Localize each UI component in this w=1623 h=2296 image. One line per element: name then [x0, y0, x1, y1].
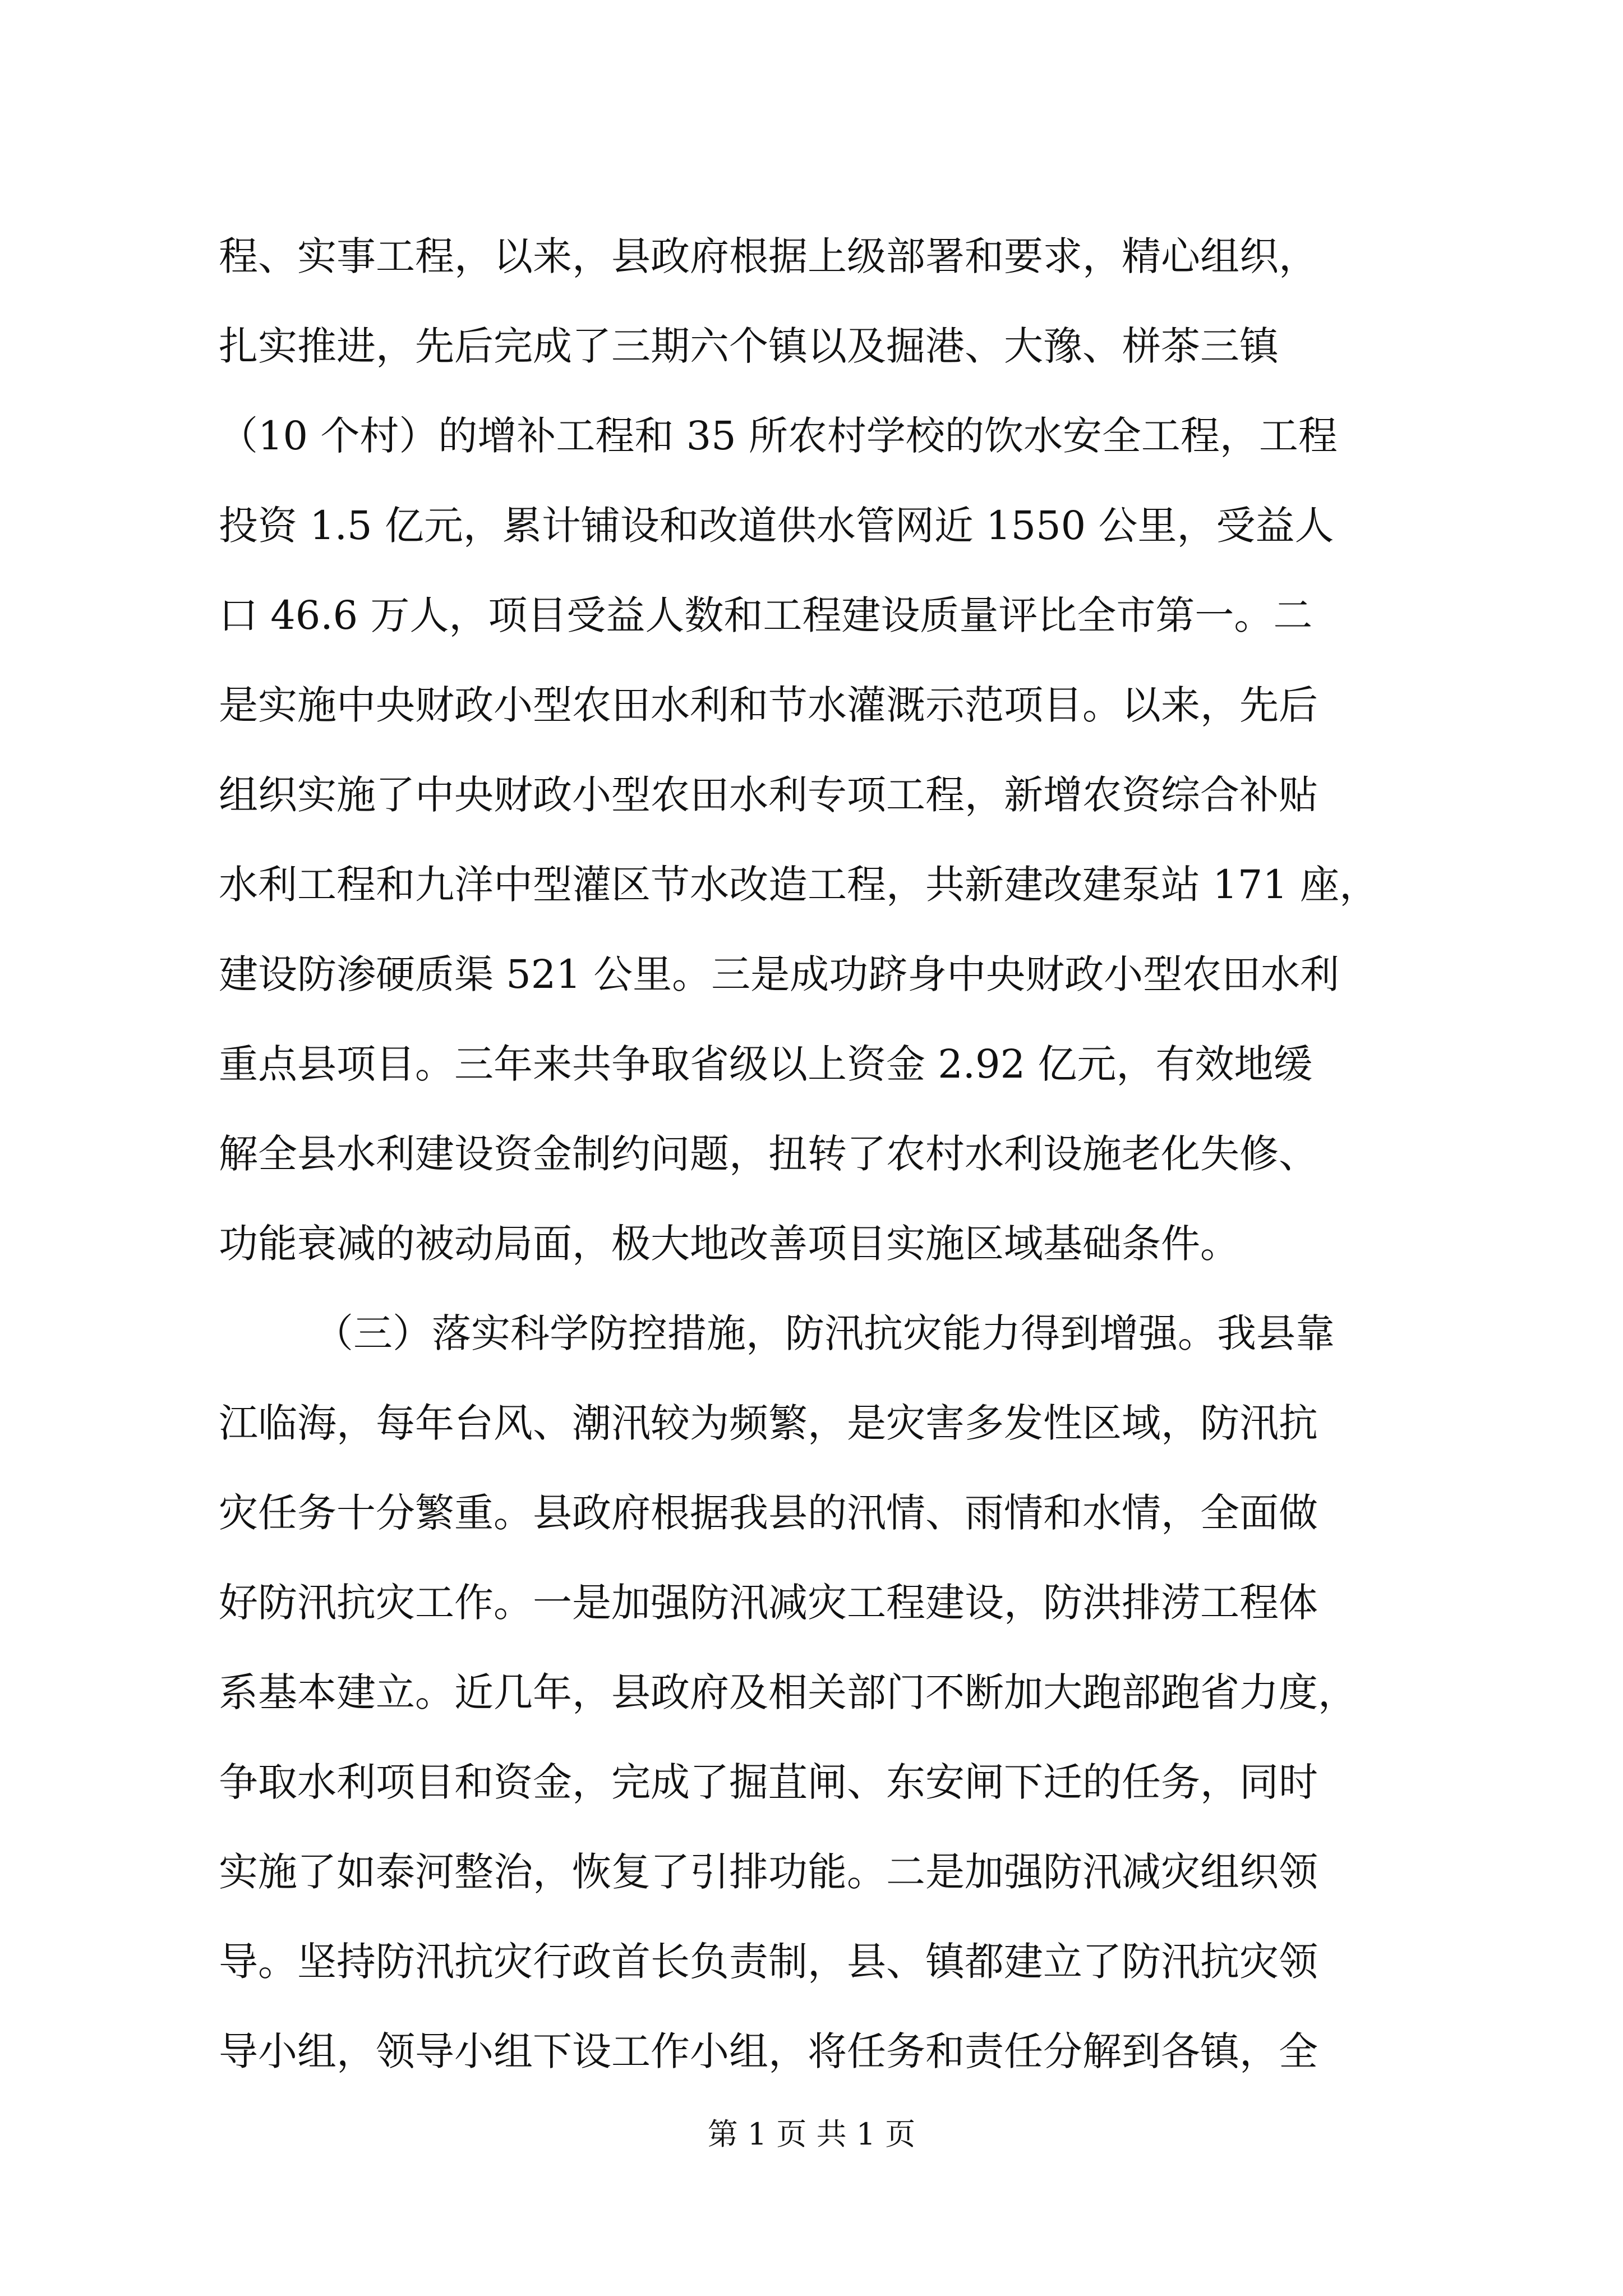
page-footer: 第 1 页 共 1 页 — [707, 2116, 916, 2152]
body-text-line: 好防汛抗灾工作。一是加强防汛减灾工程建设，防洪排涝工程体 — [219, 1580, 1318, 1626]
body-text-line: 重点县项目。三年来共争取省级以上资金 2.92 亿元，有效地缓 — [219, 1041, 1313, 1087]
body-text-line: 投资 1.5 亿元，累计铺设和改道供水管网近 1550 公里，受益人 — [219, 503, 1334, 549]
body-text-line: 导。坚持防汛抗灾行政首长负责制，县、镇都建立了防汛抗灾领 — [219, 1939, 1318, 1985]
body-text-line: 江临海，每年台风、潮汛较为频繁，是灾害多发性区域，防汛抗 — [219, 1400, 1318, 1446]
body-text-line: 灾任务十分繁重。县政府根据我县的汛情、雨情和水情，全面做 — [219, 1490, 1318, 1536]
body-text-line: 功能衰减的被动局面，极大地改善项目实施区域基础条件。 — [219, 1221, 1239, 1267]
body-text-line: 实施了如泰河整治，恢复了引排功能。二是加强防汛减灾组织领 — [219, 1849, 1318, 1895]
body-text-line: 争取水利项目和资金，完成了掘苴闸、东安闸下迁的任务，同时 — [219, 1759, 1318, 1805]
body-text-line: 水利工程和九洋中型灌区节水改造工程，共新建改建泵站 171 座， — [219, 862, 1379, 908]
section-heading-line: （三）落实科学防控措施，防汛抗灾能力得到增强。我县靠 — [314, 1310, 1335, 1356]
body-text-line: （10 个村）的增补工程和 35 所农村学校的饮水安全工程，工程 — [219, 413, 1338, 459]
body-text-line: 程、实事工程，以来，县政府根据上级部署和要求，精心组织， — [219, 233, 1318, 279]
body-text-line: 口 46.6 万人，项目受益人数和工程建设质量评比全市第一。二 — [219, 592, 1313, 638]
body-text-line: 建设防渗硬质渠 521 公里。三是成功跻身中央财政小型农田水利 — [219, 951, 1340, 997]
body-text-line: 组织实施了中央财政小型农田水利专项工程，新增农资综合补贴 — [219, 772, 1318, 818]
body-text-line: 扎实推进，先后完成了三期六个镇以及掘港、大豫、栟茶三镇 — [219, 323, 1279, 369]
body-text-line: 解全县水利建设资金制约问题，扭转了农村水利设施老化失修、 — [219, 1131, 1318, 1177]
body-text-line: 是实施中央财政小型农田水利和节水灌溉示范项目。以来，先后 — [219, 682, 1318, 728]
body-text-line: 导小组，领导小组下设工作小组，将任务和责任分解到各镇，全 — [219, 2028, 1318, 2074]
body-text-line: 系基本建立。近几年，县政府及相关部门不断加大跑部跑省力度， — [219, 1669, 1357, 1715]
